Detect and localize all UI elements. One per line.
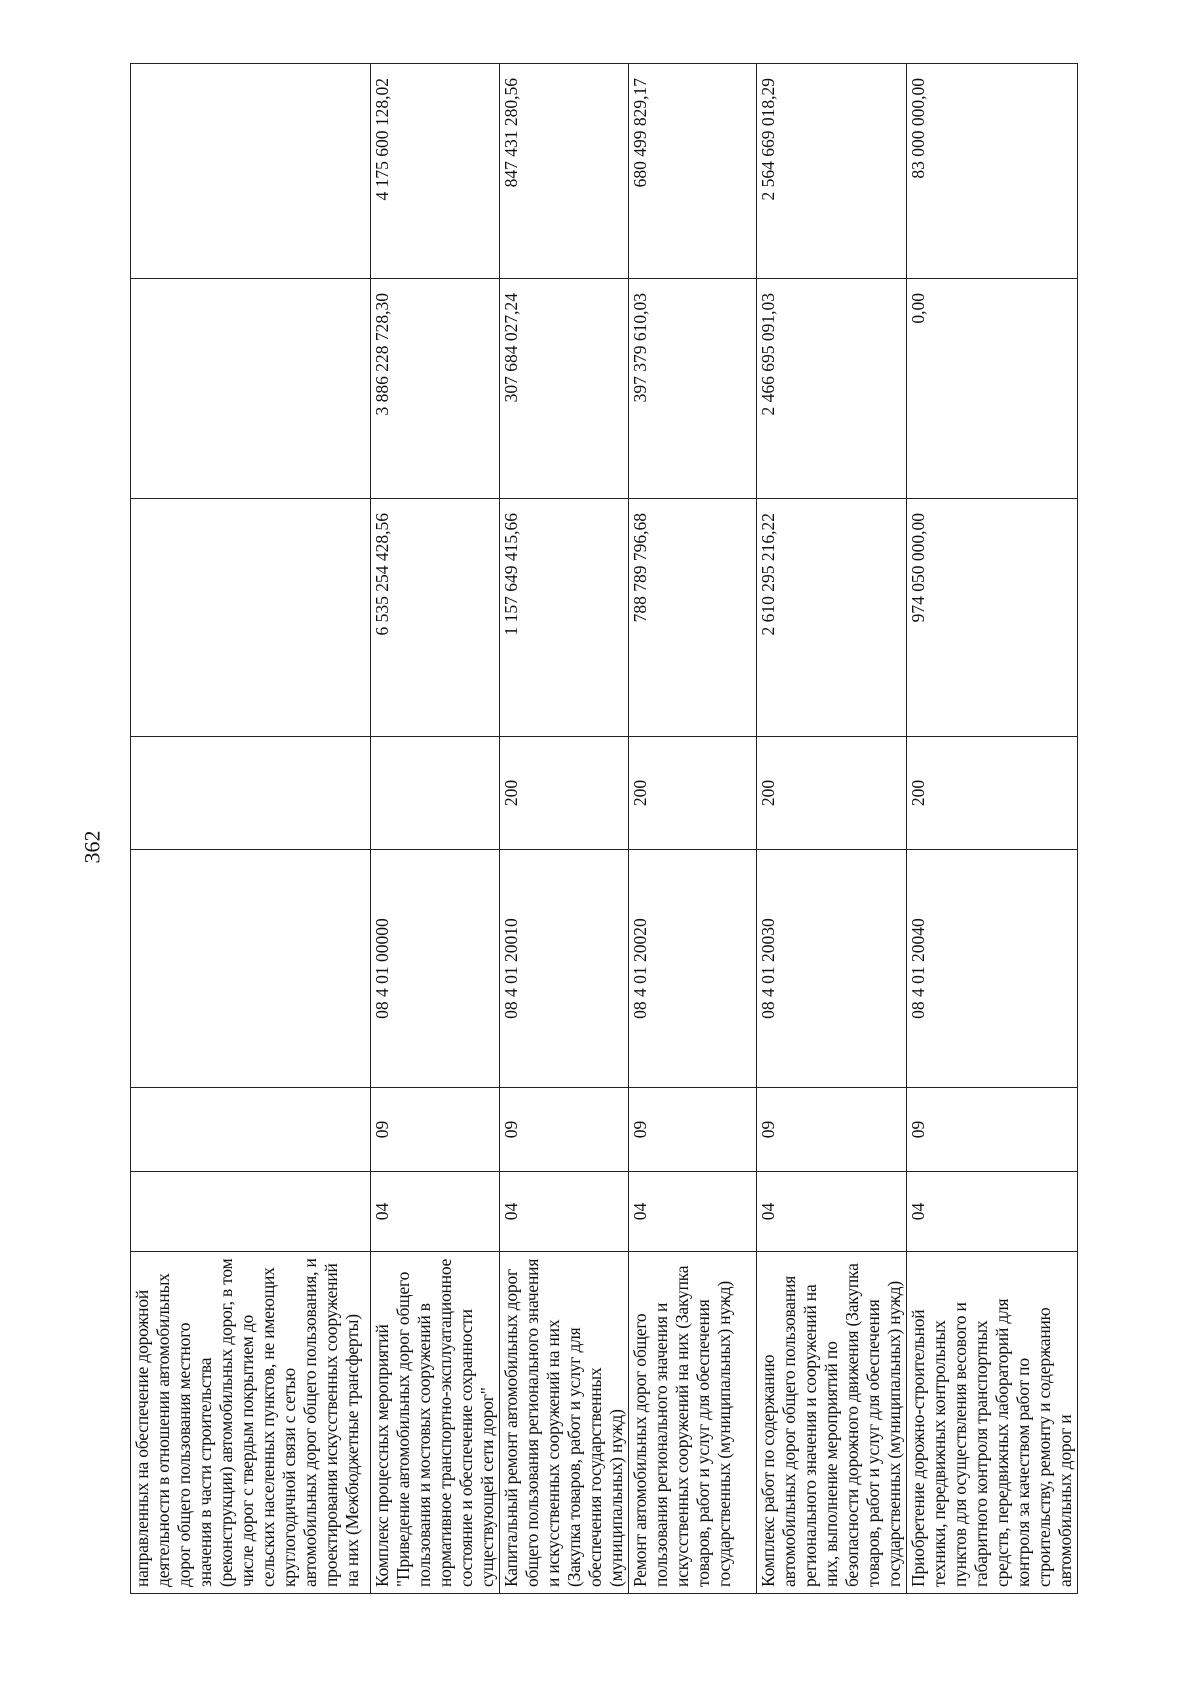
row-amount-year2: 2 466 695 091,03 [757, 279, 907, 499]
row-amount-year3: 847 431 280,56 [500, 64, 629, 279]
row-section-code: 04 [629, 1172, 757, 1252]
row-subsection-code: 09 [757, 1088, 907, 1172]
row-amount-year2: 397 379 610,03 [629, 279, 757, 499]
table-row [500, 64, 629, 1594]
row-subsection-code: 09 [907, 1088, 1078, 1172]
row-section-code: 04 [907, 1172, 1078, 1252]
row-subsection-code: 09 [371, 1088, 500, 1172]
row-description: Капитальный ремонт автомобильных дорог общего пользования регионального значения и искусственных сооружений на них (Закупка товаров, работ и услуг для обеспечения государственных (муниципальных) нужд) [500, 1252, 629, 1594]
table-row [131, 64, 371, 1594]
row-amount-year1: 6 535 254 428,56 [371, 499, 500, 737]
table-row [757, 64, 907, 1594]
row-expense-type-code: 200 [907, 737, 1078, 850]
row-target-article-code: 08 4 01 20010 [500, 850, 629, 1088]
row-amount-year3: 4 175 600 128,02 [371, 64, 500, 279]
row-description: Ремонт автомобильных дорог общего пользования регионального значения и искусственных сооружений на них (Закупка товаров, работ и услуг для обеспечения государственных (муниципальных) нужд) [629, 1252, 757, 1594]
row-description: направленных на обеспечение дорожной деятельности в отношении автомобильных дорог общего пользования местного значения в части строительства (реконструкции) автомобильных дорог, в том числе дорог с твердым покрытием до сельских населенных пунктов, не имеющих круглогодичной связи с сетью автомобильных дорог общего пользования, и проектирования искусственных сооружений на них (Межбюджетные трансферты) [131, 1252, 371, 1594]
row-subsection-code [131, 1088, 371, 1172]
row-target-article-code: 08 4 01 20040 [907, 850, 1078, 1088]
row-subsection-code: 09 [500, 1088, 629, 1172]
row-target-article-code: 08 4 01 00000 [371, 850, 500, 1088]
row-amount-year1 [131, 499, 371, 737]
row-expense-type-code [371, 737, 500, 850]
row-amount-year3: 2 564 669 018,29 [757, 64, 907, 279]
table-row [629, 64, 757, 1594]
row-section-code [131, 1172, 371, 1252]
row-section-code: 04 [371, 1172, 500, 1252]
row-amount-year2: 307 684 027,24 [500, 279, 629, 499]
row-amount-year2: 0,00 [907, 279, 1078, 499]
page-number: 362 [79, 830, 105, 864]
row-expense-type-code: 200 [757, 737, 907, 850]
row-amount-year2: 3 886 228 728,30 [371, 279, 500, 499]
table-row [371, 64, 500, 1594]
row-amount-year1: 974 050 000,00 [907, 499, 1078, 737]
row-amount-year3: 83 000 000,00 [907, 64, 1078, 279]
row-expense-type-code: 200 [500, 737, 629, 850]
row-amount-year1: 788 789 796,68 [629, 499, 757, 737]
row-description: Комплекс работ по содержанию автомобильных дорог общего пользования регионального значения и сооружений на них, выполнение мероприятий по безопасности дорожного движения (Закупка товаров, работ и услуг для обеспечения государственных (муниципальных) нужд) [757, 1252, 907, 1594]
row-amount-year2 [131, 279, 371, 499]
row-description: Комплекс процессных мероприятий "Приведение автомобильных дорог общего пользования и мостовых сооружений в нормативное транспортно-эксплуатационное состояние и обеспечение сохранности существующей сети дорог" [371, 1252, 500, 1594]
row-subsection-code: 09 [629, 1088, 757, 1172]
row-target-article-code: 08 4 01 20030 [757, 850, 907, 1088]
row-expense-type-code: 200 [629, 737, 757, 850]
row-description: Приобретение дорожно-строительной техники, передвижных контрольных пунктов для осуществления весового и габаритного контроля транспортных средств, передвижных лабораторий для контроля за качеством работ по строительству, ремонту и содержанию автомобильных дорог и [907, 1252, 1078, 1594]
budget-table [130, 63, 1078, 1594]
row-target-article-code [131, 850, 371, 1088]
row-section-code: 04 [500, 1172, 629, 1252]
row-amount-year1: 1 157 649 415,66 [500, 499, 629, 737]
row-section-code: 04 [757, 1172, 907, 1252]
row-expense-type-code [131, 737, 371, 850]
rotated-table-wrapper [130, 64, 1075, 1594]
table-row [907, 64, 1078, 1594]
row-amount-year1: 2 610 295 216,22 [757, 499, 907, 737]
row-target-article-code: 08 4 01 20020 [629, 850, 757, 1088]
row-amount-year3 [131, 64, 371, 279]
row-amount-year3: 680 499 829,17 [629, 64, 757, 279]
rotated-table-container [130, 64, 1075, 1594]
